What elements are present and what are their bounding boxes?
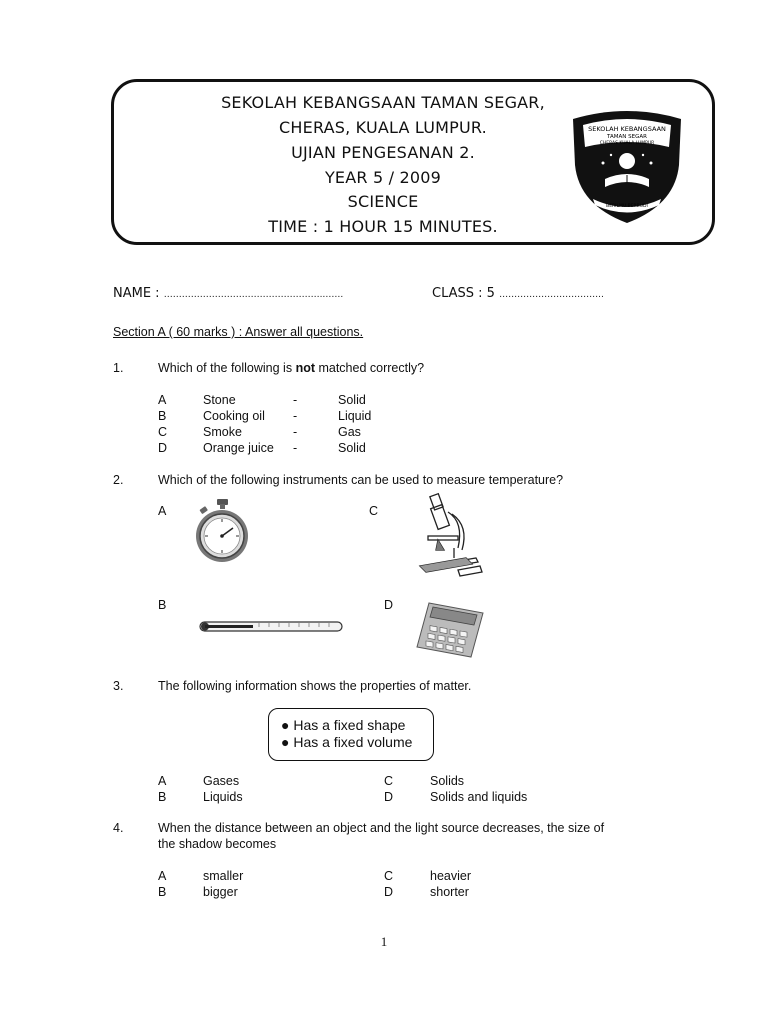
option-letter: B [158, 409, 167, 423]
school-location: CHERAS, KUALA LUMPUR. [279, 118, 487, 137]
option-row[interactable] [158, 789, 527, 805]
crest-text-mid1: TAMAN SEGAR [607, 134, 647, 140]
option-row[interactable] [158, 773, 527, 789]
option-letter: D [384, 885, 394, 899]
name-label: NAME : [113, 286, 160, 301]
question-text: Which of the following is not matched correctly? [158, 361, 425, 375]
properties-box [268, 708, 434, 761]
option-letter: C [158, 425, 168, 439]
option-text: bigger [203, 885, 238, 899]
exam-time: TIME : 1 HOUR 15 MINUTES. [268, 217, 498, 236]
option-dash: - [293, 441, 298, 455]
option-letter: C [384, 774, 394, 788]
class-label: CLASS : 5 [432, 286, 495, 301]
question-text-line1: When the distance between an object and the light source decreases, the size of [158, 821, 605, 835]
option-dash: - [293, 425, 298, 439]
option-row[interactable] [158, 440, 371, 456]
section-title: Section A ( 60 marks ) : Answer all questions. [113, 325, 364, 339]
emphasis-not: not [295, 361, 315, 375]
option-letter: D [384, 790, 394, 804]
stopwatch-icon[interactable] [193, 498, 253, 567]
option-state: Gas [338, 425, 361, 439]
option-text: Solids and liquids [430, 790, 528, 804]
crest-motto: BERILMU BERBUDI [606, 204, 648, 209]
page-number: 1 [380, 934, 388, 949]
microscope-icon[interactable] [414, 492, 486, 583]
calculator-icon[interactable] [415, 601, 485, 662]
option-text: smaller [203, 869, 244, 883]
option-letter: A [158, 393, 167, 407]
option-letter: B [158, 790, 167, 804]
option-row[interactable] [158, 408, 371, 424]
option-dash: - [293, 409, 298, 423]
options-list [158, 773, 527, 805]
option-letter[interactable]: A [158, 504, 167, 518]
question-number: 3. [113, 679, 124, 693]
option-text: Liquids [203, 790, 243, 804]
option-row[interactable] [158, 868, 471, 884]
question-text: Which of the following instruments can be used to measure temperature? [158, 473, 564, 487]
option-state: Liquid [338, 409, 372, 423]
exam-subject: SCIENCE [347, 192, 419, 211]
option-letter[interactable]: B [158, 598, 167, 612]
question-number: 2. [113, 473, 124, 487]
option-item: Stone [203, 393, 236, 407]
question-number: 1. [113, 361, 124, 375]
option-item: Orange juice [203, 441, 274, 455]
options-list [158, 392, 371, 456]
question-number: 4. [113, 821, 124, 835]
thermometer-icon[interactable] [199, 619, 345, 638]
crest-text-mid2: CHERAS KUALA LUMPUR [599, 141, 655, 146]
option-letter[interactable]: C [369, 504, 379, 518]
option-item: Smoke [203, 425, 242, 439]
class-field[interactable]: …………………………….. [499, 290, 604, 300]
option-item: Cooking oil [203, 409, 265, 423]
crest-text-top: SEKOLAH KEBANGSAAN [588, 125, 666, 133]
option-letter: A [158, 869, 167, 883]
option-state: Solid [338, 441, 366, 455]
exam-year: YEAR 5 / 2009 [324, 168, 442, 187]
property-item: ● Has a fixed shape [281, 717, 406, 733]
option-dash: - [293, 393, 298, 407]
option-text: Solids [430, 774, 465, 788]
option-letter: B [158, 885, 167, 899]
option-row[interactable] [158, 884, 471, 900]
option-letter: D [158, 441, 168, 455]
option-text: heavier [430, 869, 471, 883]
property-item: ● Has a fixed volume [281, 734, 413, 750]
exam-title: UJIAN PENGESANAN 2. [291, 143, 475, 162]
school-name: SEKOLAH KEBANGSAAN TAMAN SEGAR, [221, 93, 545, 112]
name-field[interactable]: ……………………….…………………….……. [163, 290, 344, 300]
option-letter: C [384, 869, 394, 883]
option-state: Solid [338, 393, 366, 407]
option-row[interactable] [158, 424, 371, 440]
option-text: shorter [430, 885, 469, 899]
question-text-line2: the shadow becomes [158, 837, 277, 851]
option-letter: A [158, 774, 167, 788]
options-list [158, 868, 471, 900]
name-line [113, 286, 343, 301]
option-text: Gases [203, 774, 240, 788]
option-row[interactable] [158, 392, 371, 408]
question-text: The following information shows the properties of matter. [158, 679, 472, 693]
school-crest-icon [567, 107, 687, 227]
class-line [432, 286, 604, 301]
option-letter[interactable]: D [384, 598, 394, 612]
